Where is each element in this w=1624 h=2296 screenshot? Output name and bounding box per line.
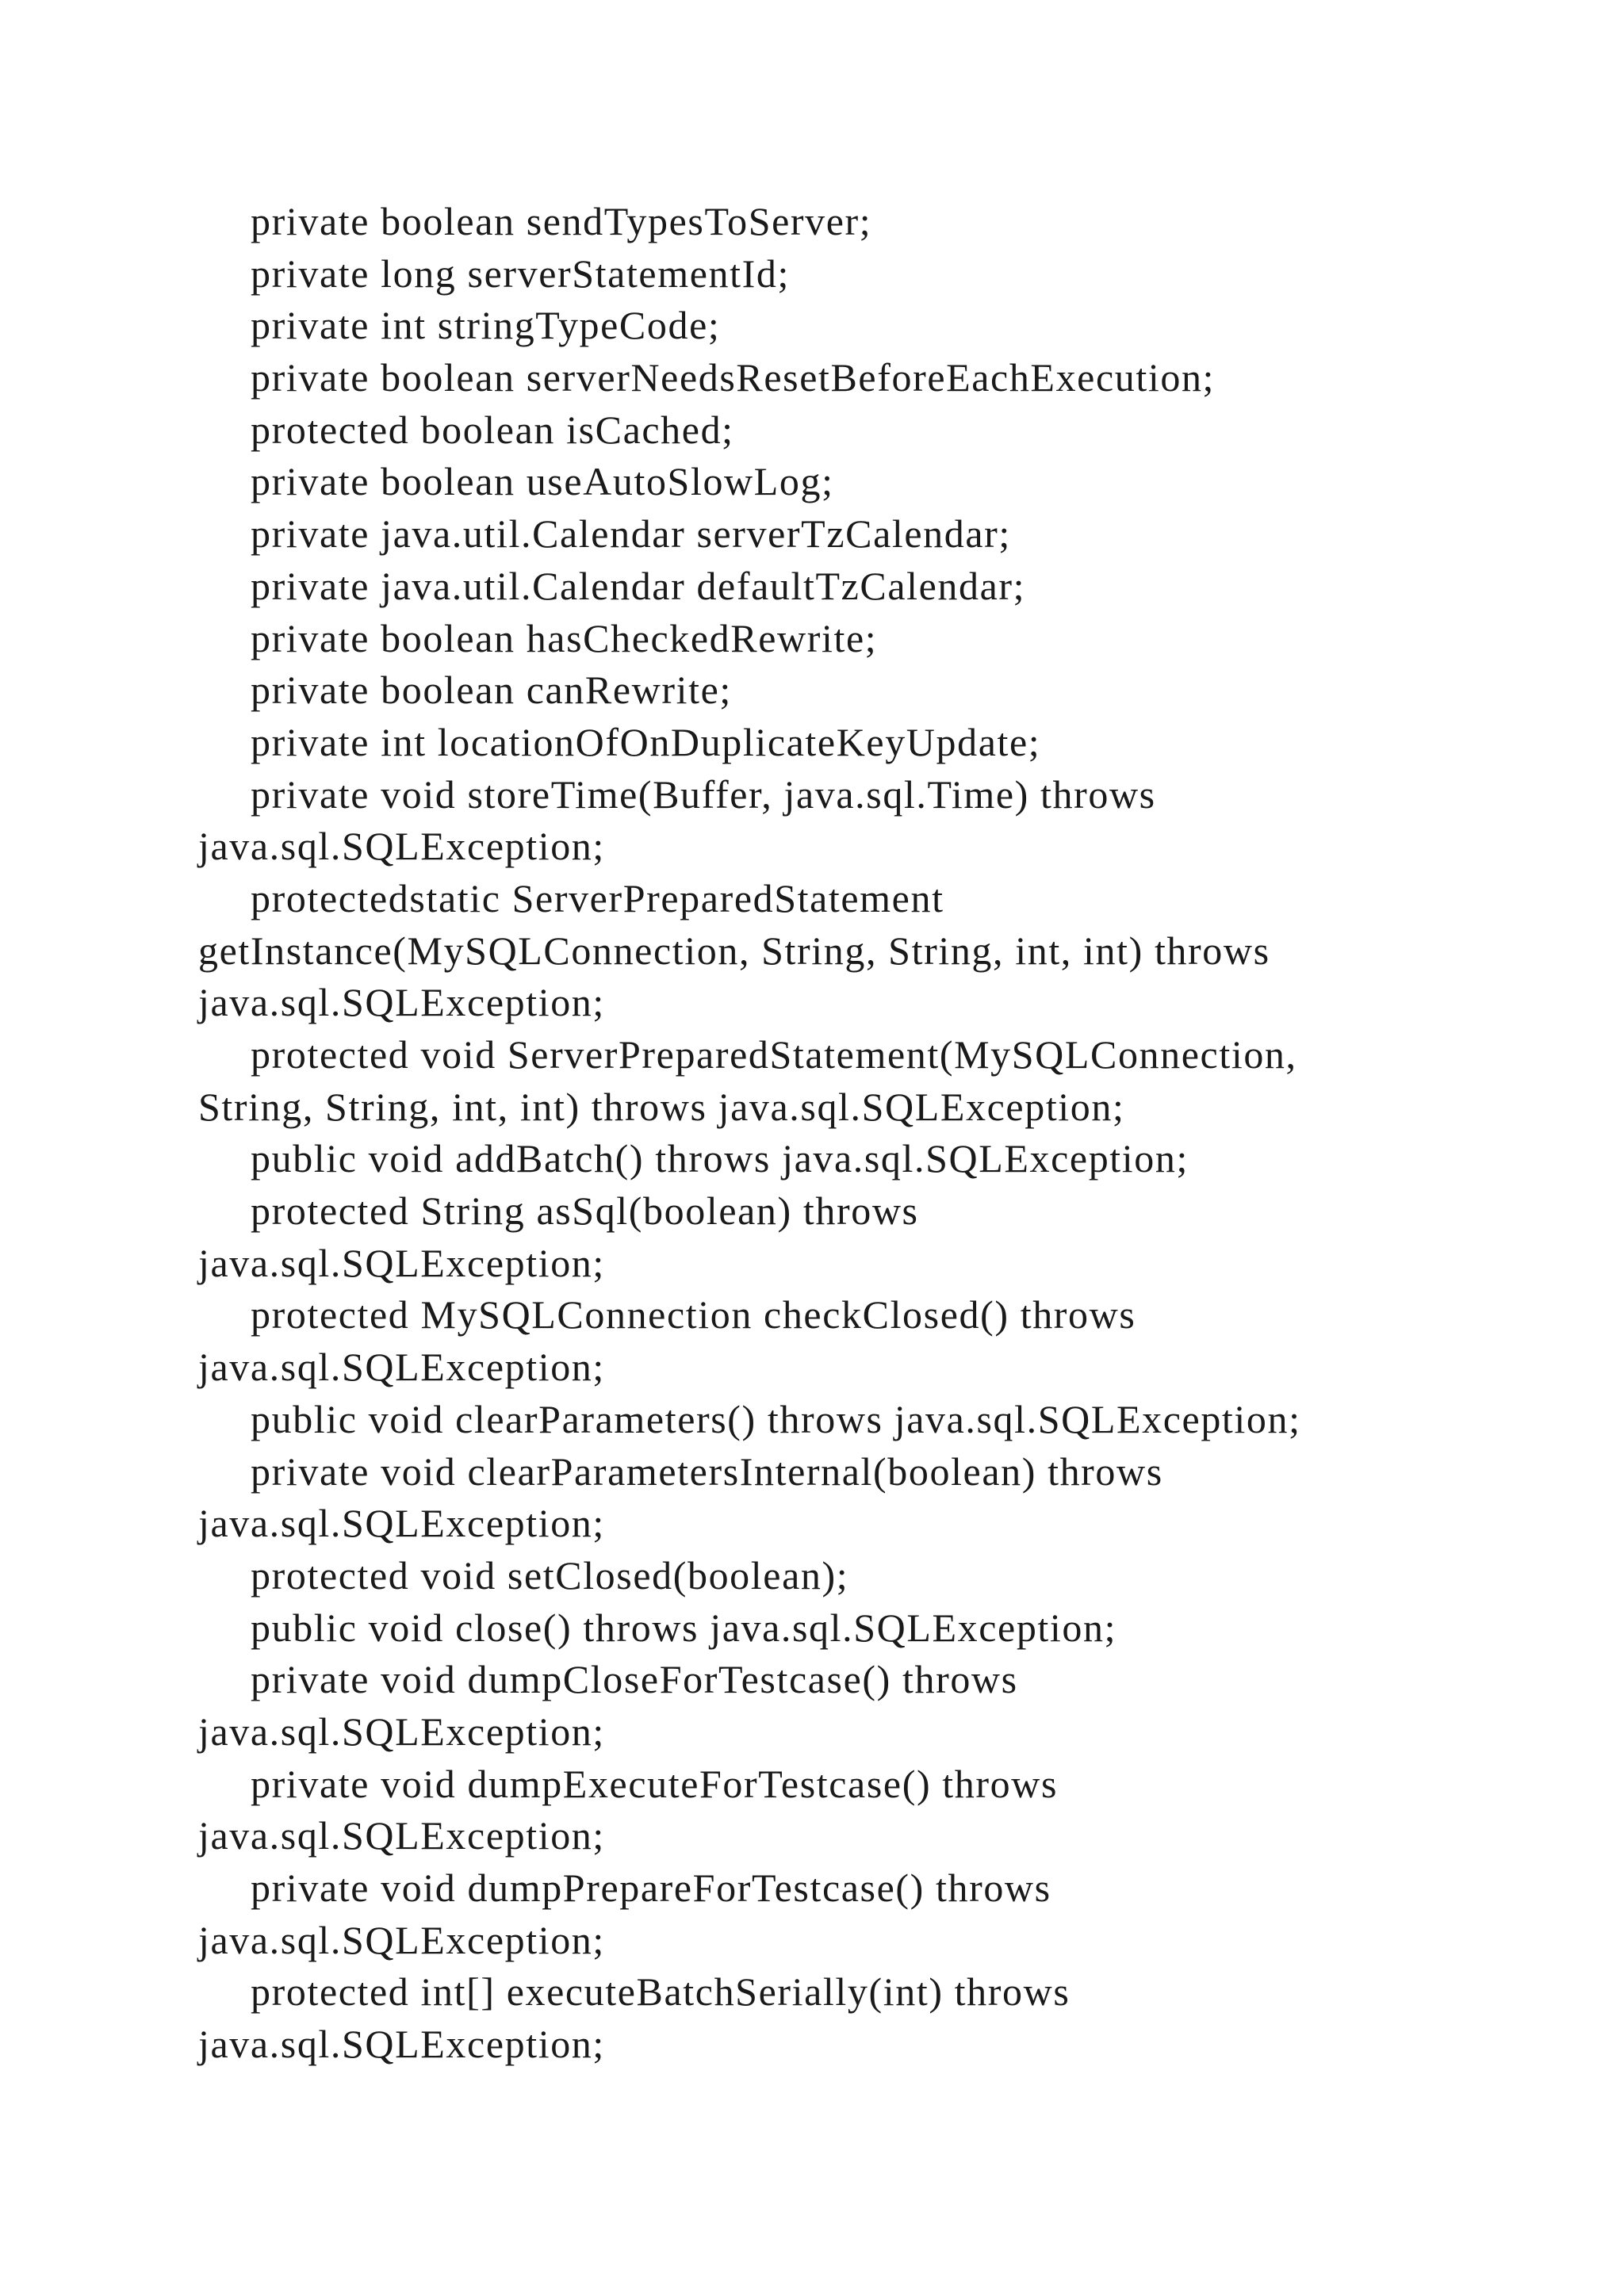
text-line: private boolean hasCheckedRewrite; (251, 615, 878, 660)
text-line: java.sql.SQLException; (198, 1917, 605, 1962)
text-line: private boolean canRewrite; (251, 668, 732, 713)
text-line: getInstance(MySQLConnection, String, String, int, int) throws (198, 928, 1270, 973)
text-line: public void addBatch() throws java.sql.SQLException; (251, 1136, 1189, 1181)
text-line: protected String asSql(boolean) throws (251, 1188, 919, 1234)
text-line: java.sql.SQLException; (198, 2022, 605, 2067)
text-line: private void clearParametersInternal(boolean) throws (251, 1448, 1163, 1494)
text-line: private void dumpExecuteForTestcase() throws (251, 1761, 1059, 1806)
text-line: private void dumpPrepareForTestcase() throws (251, 1866, 1051, 1910)
text-line: java.sql.SQLException; (198, 824, 605, 869)
text-line: java.sql.SQLException; (198, 1709, 605, 1754)
text-line: java.sql.SQLException; (198, 1240, 605, 1285)
text-line: private void dumpCloseForTestcase() throws (251, 1657, 1018, 1702)
text-line: private long serverStatementId; (251, 251, 790, 296)
text-line: public void clearParameters() throws java.sql.SQLException; (251, 1396, 1301, 1441)
text-line: private boolean sendTypesToServer; (251, 199, 872, 243)
text-line: private int stringTypeCode; (251, 303, 721, 348)
text-line: java.sql.SQLException; (198, 1813, 605, 1858)
text-line: private java.util.Calendar serverTzCalendar; (251, 511, 1011, 557)
text-line: protected void ServerPreparedStatement(MySQLConnection, (251, 1032, 1297, 1077)
text-line: java.sql.SQLException; (198, 980, 605, 1025)
text-line: protected int[] executeBatchSerially(int) throws (251, 1969, 1071, 2015)
text-line: String, String, int, int) throws java.sql.SQLException; (198, 1084, 1125, 1129)
text-line: protected boolean isCached; (251, 407, 734, 452)
text-line: private boolean useAutoSlowLog; (251, 459, 834, 504)
text-line: private void storeTime(Buffer, java.sql.Time) throws (251, 771, 1156, 817)
text-line: protectedstatic ServerPreparedStatement (251, 875, 944, 920)
text-line: private int locationOfOnDuplicateKeyUpdate; (251, 719, 1041, 764)
text-line: protected MySQLConnection checkClosed() throws (251, 1292, 1136, 1337)
text-line: private java.util.Calendar defaultTzCalendar; (251, 563, 1026, 608)
code-text-block (198, 196, 1507, 2071)
text-line: private boolean serverNeedsResetBeforeEachExecution; (251, 355, 1216, 400)
text-line: java.sql.SQLException; (198, 1501, 605, 1546)
text-line: public void close() throws java.sql.SQLException; (251, 1605, 1117, 1650)
text-line: java.sql.SQLException; (198, 1345, 605, 1390)
text-line: protected void setClosed(boolean); (251, 1552, 849, 1598)
